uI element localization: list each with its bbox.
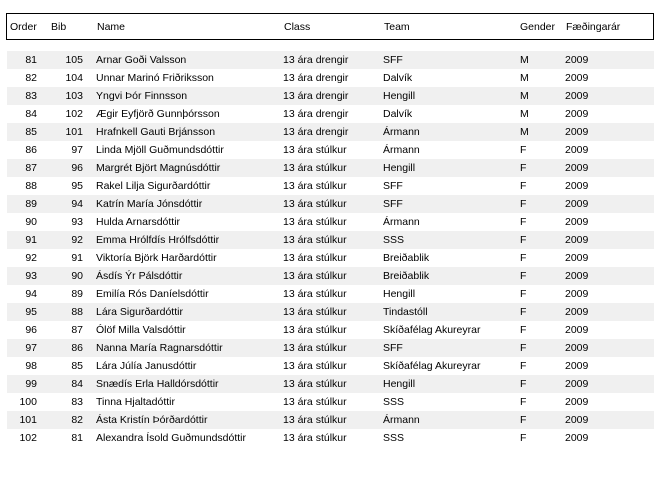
cell-team: Dalvík	[383, 72, 413, 84]
cell-gender: F	[520, 414, 527, 426]
cell-order: 98	[25, 360, 37, 372]
table-row	[7, 339, 654, 357]
table-row	[7, 195, 654, 213]
cell-name: Arnar Goði Valsson	[96, 54, 187, 66]
table-row	[7, 141, 654, 159]
cell-order: 97	[25, 342, 37, 354]
cell-name: Ásdís Ýr Pálsdóttir	[96, 270, 183, 282]
cell-order: 85	[25, 126, 37, 138]
cell-class: 13 ára stúlkur	[283, 252, 347, 264]
header-order: Order	[10, 21, 37, 33]
cell-birth-year: 2009	[565, 180, 589, 192]
cell-name: Katrín María Jónsdóttir	[96, 198, 203, 210]
cell-gender: F	[520, 324, 527, 336]
cell-team: SFF	[383, 180, 403, 192]
cell-order: 82	[25, 72, 37, 84]
cell-class: 13 ára stúlkur	[283, 216, 347, 228]
cell-class: 13 ára drengir	[283, 72, 349, 84]
cell-name: Hulda Arnarsdóttir	[96, 216, 181, 228]
cell-class: 13 ára drengir	[283, 54, 349, 66]
cell-bib: 85	[71, 360, 83, 372]
cell-birth-year: 2009	[565, 378, 589, 390]
cell-birth-year: 2009	[565, 270, 589, 282]
cell-team: Hengill	[383, 162, 416, 174]
cell-order: 101	[19, 414, 37, 426]
cell-name: Emilía Rós Daníelsdóttir	[96, 288, 209, 300]
table-row	[7, 303, 654, 321]
table-row	[7, 123, 654, 141]
cell-birth-year: 2009	[565, 432, 589, 444]
cell-order: 95	[25, 306, 37, 318]
table-row	[7, 357, 654, 375]
cell-bib: 89	[71, 288, 83, 300]
cell-gender: F	[520, 162, 527, 174]
cell-gender: F	[520, 378, 527, 390]
cell-order: 87	[25, 162, 37, 174]
cell-name: Nanna María Ragnarsdóttir	[96, 342, 223, 354]
cell-gender: M	[520, 126, 529, 138]
table-row	[7, 285, 654, 303]
table-row	[7, 231, 654, 249]
cell-bib: 90	[71, 270, 83, 282]
cell-order: 88	[25, 180, 37, 192]
cell-order: 96	[25, 324, 37, 336]
header-team: Team	[384, 21, 410, 33]
cell-bib: 105	[65, 54, 83, 66]
cell-gender: F	[520, 216, 527, 228]
cell-class: 13 ára stúlkur	[283, 234, 347, 246]
cell-birth-year: 2009	[565, 360, 589, 372]
cell-birth-year: 2009	[565, 306, 589, 318]
cell-team: Hengill	[383, 288, 416, 300]
cell-order: 93	[25, 270, 37, 282]
cell-name: Lára Júlía Janusdóttir	[96, 360, 197, 372]
cell-order: 92	[25, 252, 37, 264]
table-row	[7, 375, 654, 393]
cell-team: SSS	[383, 234, 405, 246]
cell-bib: 84	[71, 378, 83, 390]
cell-birth-year: 2009	[565, 108, 589, 120]
cell-team: Ármann	[383, 126, 420, 138]
cell-birth-year: 2009	[565, 252, 589, 264]
cell-team: SSS	[383, 432, 405, 444]
cell-name: Alexandra Ísold Guðmundsdóttir	[96, 432, 246, 444]
cell-birth-year: 2009	[565, 54, 589, 66]
cell-class: 13 ára stúlkur	[283, 432, 347, 444]
cell-gender: F	[520, 144, 527, 156]
header-class: Class	[284, 21, 311, 33]
cell-class: 13 ára stúlkur	[283, 414, 347, 426]
cell-team: Skíðafélag Akureyrar	[383, 324, 481, 336]
cell-birth-year: 2009	[565, 198, 589, 210]
cell-gender: M	[520, 108, 529, 120]
cell-gender: M	[520, 54, 529, 66]
cell-team: Hengill	[383, 90, 416, 102]
cell-class: 13 ára stúlkur	[283, 360, 347, 372]
cell-team: SFF	[383, 198, 403, 210]
cell-class: 13 ára drengir	[283, 126, 349, 138]
cell-name: Viktoría Björk Harðardóttir	[96, 252, 217, 264]
table-row	[7, 69, 654, 87]
cell-gender: F	[520, 342, 527, 354]
cell-team: SFF	[383, 54, 403, 66]
cell-class: 13 ára stúlkur	[283, 162, 347, 174]
table-row	[7, 429, 654, 447]
cell-class: 13 ára stúlkur	[283, 306, 347, 318]
cell-bib: 86	[71, 342, 83, 354]
cell-class: 13 ára stúlkur	[283, 144, 347, 156]
cell-name: Ægir Eyfjörð Gunnþórsson	[96, 108, 220, 120]
cell-class: 13 ára drengir	[283, 90, 349, 102]
cell-team: Dalvík	[383, 108, 413, 120]
cell-team: Breiðablik	[383, 252, 430, 264]
cell-team: SFF	[383, 342, 403, 354]
header-bib: Bib	[51, 21, 67, 33]
header-name: Name	[97, 21, 126, 33]
cell-birth-year: 2009	[565, 162, 589, 174]
cell-birth-year: 2009	[565, 288, 589, 300]
cell-name: Linda Mjöll Guðmundsdóttir	[96, 144, 224, 156]
cell-bib: 92	[71, 234, 83, 246]
cell-birth-year: 2009	[565, 126, 589, 138]
cell-name: Lára Sigurðardóttir	[96, 306, 183, 318]
table-row	[7, 213, 654, 231]
cell-team: SSS	[383, 396, 405, 408]
cell-bib: 102	[65, 108, 83, 120]
cell-bib: 83	[71, 396, 83, 408]
cell-class: 13 ára stúlkur	[283, 378, 347, 390]
cell-gender: F	[520, 252, 527, 264]
header-gender: Gender	[520, 21, 556, 33]
cell-team: Ármann	[383, 144, 420, 156]
cell-team: Tindastóll	[383, 306, 428, 318]
cell-bib: 94	[71, 198, 83, 210]
cell-bib: 96	[71, 162, 83, 174]
cell-bib: 95	[71, 180, 83, 192]
cell-gender: F	[520, 270, 527, 282]
cell-bib: 104	[65, 72, 83, 84]
cell-bib: 87	[71, 324, 83, 336]
table-row	[7, 177, 654, 195]
cell-order: 99	[25, 378, 37, 390]
cell-birth-year: 2009	[565, 342, 589, 354]
cell-name: Hrafnkell Gauti Brjánsson	[96, 126, 216, 138]
cell-bib: 82	[71, 414, 83, 426]
cell-gender: F	[520, 360, 527, 372]
cell-class: 13 ára stúlkur	[283, 198, 347, 210]
cell-bib: 88	[71, 306, 83, 318]
cell-class: 13 ára drengir	[283, 108, 349, 120]
cell-bib: 81	[71, 432, 83, 444]
table-row	[7, 393, 654, 411]
table-row	[7, 105, 654, 123]
cell-class: 13 ára stúlkur	[283, 342, 347, 354]
table-row	[7, 87, 654, 105]
cell-order: 91	[25, 234, 37, 246]
cell-order: 90	[25, 216, 37, 228]
cell-gender: F	[520, 432, 527, 444]
table-row	[7, 411, 654, 429]
cell-birth-year: 2009	[565, 324, 589, 336]
table-body	[7, 51, 654, 447]
cell-name: Unnar Marinó Friðriksson	[96, 72, 214, 84]
cell-birth-year: 2009	[565, 144, 589, 156]
cell-bib: 91	[71, 252, 83, 264]
cell-order: 84	[25, 108, 37, 120]
cell-bib: 103	[65, 90, 83, 102]
cell-name: Snædís Erla Halldórsdóttir	[96, 378, 219, 390]
table-header	[6, 13, 654, 40]
cell-bib: 97	[71, 144, 83, 156]
cell-order: 102	[19, 432, 37, 444]
cell-bib: 101	[65, 126, 83, 138]
cell-class: 13 ára stúlkur	[283, 324, 347, 336]
cell-team: Skíðafélag Akureyrar	[383, 360, 481, 372]
cell-gender: F	[520, 288, 527, 300]
cell-class: 13 ára stúlkur	[283, 270, 347, 282]
cell-gender: F	[520, 234, 527, 246]
cell-class: 13 ára stúlkur	[283, 396, 347, 408]
cell-gender: M	[520, 72, 529, 84]
cell-order: 100	[19, 396, 37, 408]
cell-team: Ármann	[383, 414, 420, 426]
cell-order: 83	[25, 90, 37, 102]
cell-birth-year: 2009	[565, 234, 589, 246]
table-row	[7, 267, 654, 285]
cell-class: 13 ára stúlkur	[283, 180, 347, 192]
cell-gender: F	[520, 180, 527, 192]
cell-birth-year: 2009	[565, 90, 589, 102]
table-row	[7, 249, 654, 267]
header-birth-year: Fæðingarár	[566, 21, 621, 33]
table-row	[7, 159, 654, 177]
cell-name: Yngvi Þór Finnsson	[96, 90, 188, 102]
cell-name: Tinna Hjaltadóttir	[96, 396, 175, 408]
cell-name: Margrét Björt Magnúsdóttir	[96, 162, 221, 174]
cell-order: 94	[25, 288, 37, 300]
cell-birth-year: 2009	[565, 414, 589, 426]
cell-birth-year: 2009	[565, 72, 589, 84]
cell-order: 81	[25, 54, 37, 66]
cell-team: Hengill	[383, 378, 416, 390]
cell-gender: F	[520, 306, 527, 318]
table-row	[7, 51, 654, 69]
table-row	[7, 321, 654, 339]
cell-name: Ólöf Milla Valsdóttir	[96, 324, 186, 336]
cell-order: 89	[25, 198, 37, 210]
cell-bib: 93	[71, 216, 83, 228]
cell-birth-year: 2009	[565, 216, 589, 228]
cell-gender: F	[520, 198, 527, 210]
cell-name: Rakel Lilja Sigurðardóttir	[96, 180, 211, 192]
cell-birth-year: 2009	[565, 396, 589, 408]
cell-gender: F	[520, 396, 527, 408]
cell-team: Ármann	[383, 216, 420, 228]
cell-name: Ásta Kristín Þórðardóttir	[96, 414, 208, 426]
cell-name: Emma Hrólfdís Hrólfsdóttir	[96, 234, 220, 246]
cell-order: 86	[25, 144, 37, 156]
cell-team: Breiðablik	[383, 270, 430, 282]
cell-gender: M	[520, 90, 529, 102]
cell-class: 13 ára stúlkur	[283, 288, 347, 300]
